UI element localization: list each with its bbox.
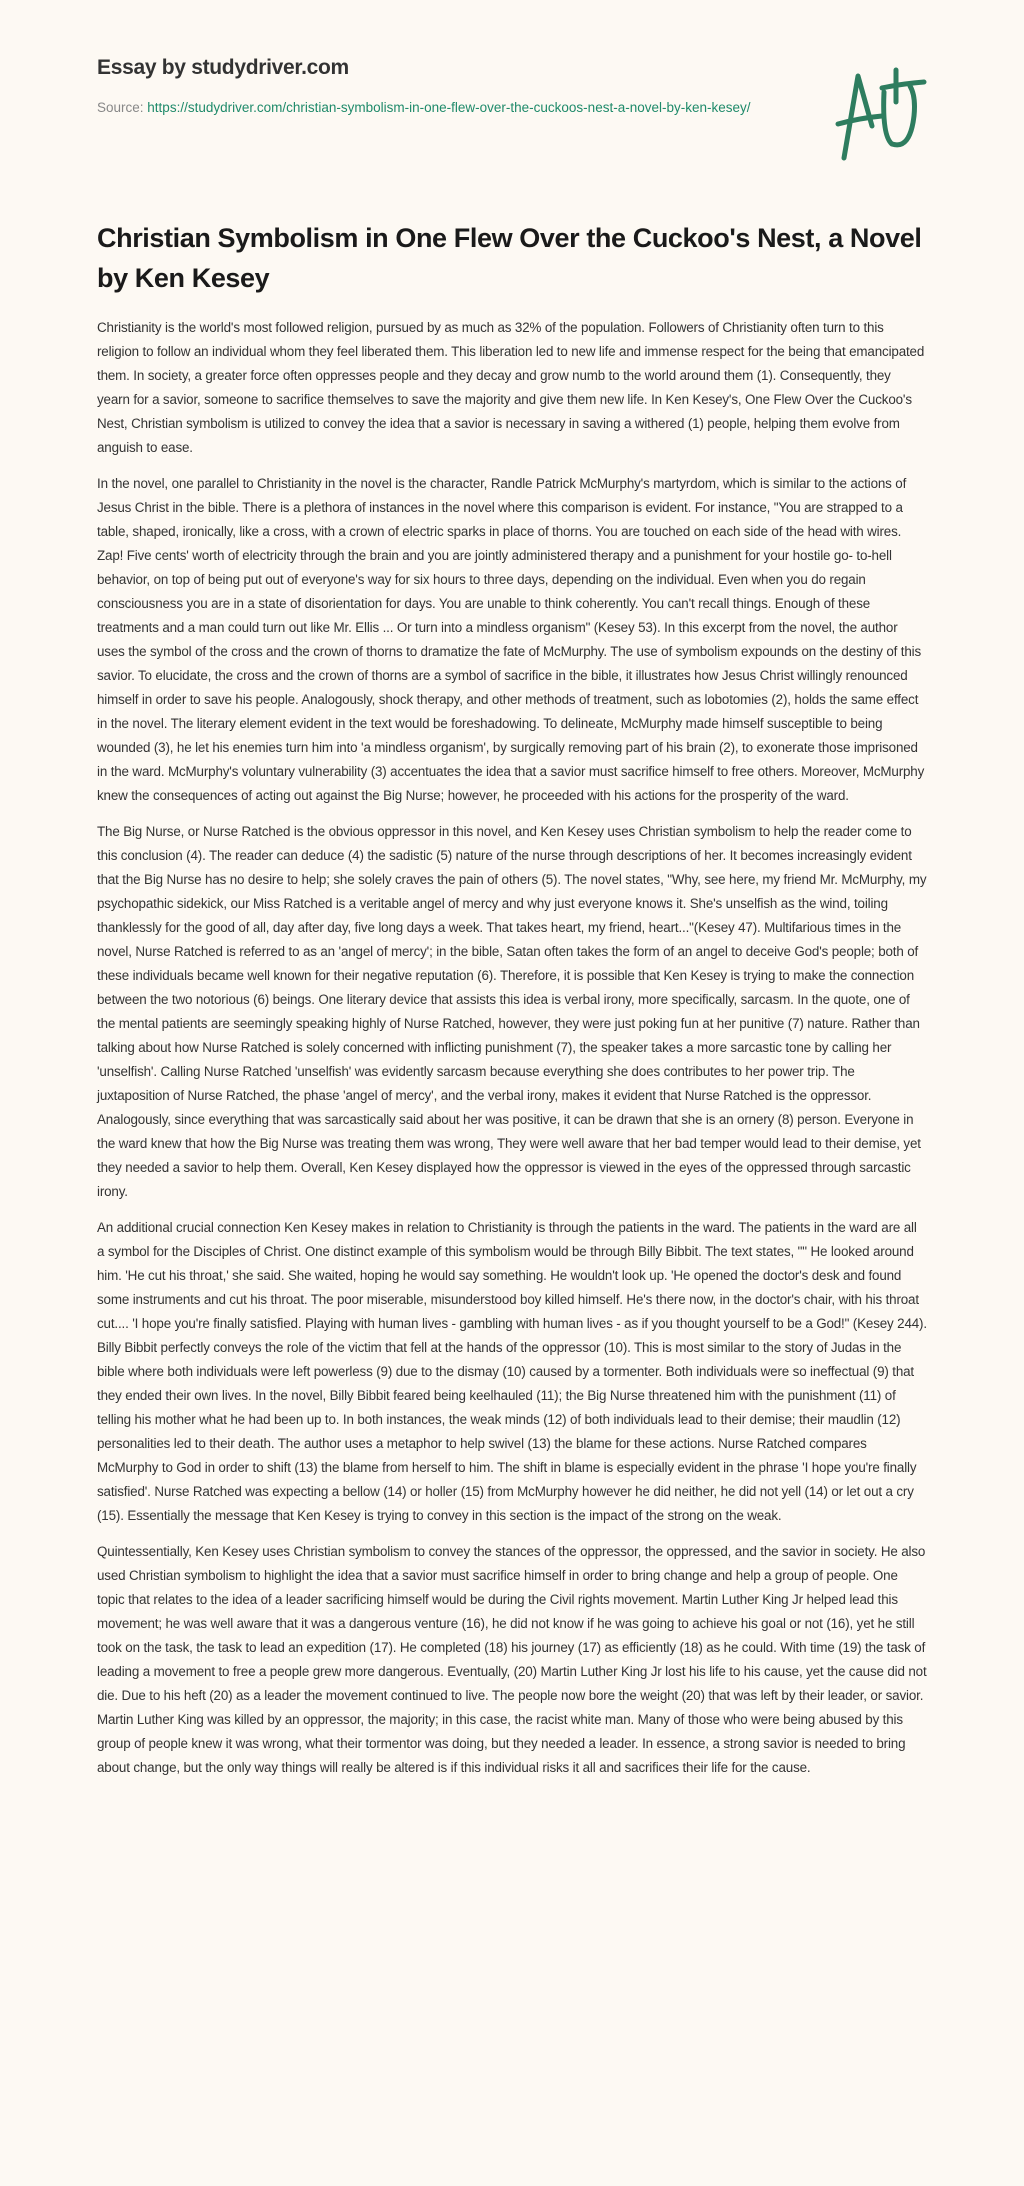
paragraph: In the novel, one parallel to Christianity in the novel is the character, Randle Patrick McMurphy's martyrdom, which is similar to the actions of Jesus Christ in the bible. There is a plethora of instances in the novel where this comparison is evident. For instance, "You are strapped to a table, shaped, ironically, like a cross, with a crown of electric sparks in place of thorns. You are touched on each side of the head with wires. Zap! Five cents' worth of electricity through the brain and you are jointly administered therapy and a punishment for your hostile go- to-hell behavior, on top of being put out of everyone's way for six hours to three days, depending on the individual. Even when you do regain consciousness you are in a state of disorientation for days. You are unable to think coherently. You can't recall things. Enough of these treatments and a man could turn out like Mr. Ellis ... Or turn into a mindless organism" (Kesey 53). In this excerpt from the novel, the author uses the symbol of the cross and the crown of thorns to dramatize the fate of McMurphy. The use of symbolism expounds on the destiny of this savior. To elucidate, the cross and the crown of thorns are a symbol of sacrifice in the bible, it illustrates how Jesus Christ willingly renounced himself in order to save his people. Analogously, shock therapy, and other methods of treatment, such as lobotomies (2), holds the same effect in the novel. The literary element evident in the text would be foreshadowing. To delineate, McMurphy made himself susceptible to being wounded (3), he let his enemies turn him into 'a mindless organism', by surgically removing part of his brain (2), to exonerate those imprisoned in the ward. McMurphy's voluntary vulnerability (3) accentuates the idea that a savior must sacrifice himself to free others. Moreover, McMurphy knew the consequences of acting out against the Big Nurse; however, he proceeded with his actions for the prosperity of the ward. xyxy=(97,476,925,803)
article-title: Christian Symbolism in One Flew Over the Cuckoo's Nest, a Novel by Ken Kesey xyxy=(97,223,922,293)
source-line xyxy=(97,96,757,120)
paragraph: Quintessentially, Ken Kesey uses Christian symbolism to convey the stances of the oppressor, the oppressed, and the savior in society. He also used Christian symbolism to highlight the idea that a savior must sacrifice himself in order to bring change and help a group of people. One topic that relates to the idea of a leader sacrificing himself would be during the Civil rights movement. Martin Luther King Jr helped lead this movement; he was well aware that it was a dangerous venture (16), he did not know if he was going to achieve his goal or not (16), yet he still took on the task, the task to lead an expedition (17). He completed (18) his journey (17) as efficiently (18) as he could. With time (19) the task of leading a movement to free a people grew more dangerous. Eventually, (20) Martin Luther King Jr lost his life to his cause, yet the cause did not die. Due to his heft (20) as a leader the movement continued to live. The people now bore the weight (20) that was left by their leader, or savior. Martin Luther King was killed by an oppressor, the majority; in this case, the racist white man. Many of those who were being abused by this group of people knew it was wrong, what their tormentor was doing, but they needed a leader. In essence, a strong savior is needed to bring about change, but the only way things will really be altered is if this individual risks it all and sacrifices their life for the cause. xyxy=(97,1544,927,1775)
article-body xyxy=(97,316,927,1780)
source-label: Source: xyxy=(97,100,144,115)
a-plus-logo-icon xyxy=(830,66,950,166)
site-title: Essay by studydriver.com xyxy=(97,56,349,79)
source-link[interactable]: https://studydriver.com/christian-symbolism-in-one-flew-over-the-cuckoos-nest-a-novel-by-ken-kesey/ xyxy=(147,100,751,115)
paragraph: An additional crucial connection Ken Kesey makes in relation to Christianity is through the patients in the ward. The patients in the ward are all a symbol for the Disciples of Christ. One distinct example of this symbolism would be through Billy Bibbit. The text states, "" He looked around him. 'He cut his throat,' she said. She waited, hoping he would say something. He wouldn't look up. 'He opened the doctor's desk and found some instruments and cut his throat. The poor miserable, misunderstood boy killed himself. He's there now, in the doctor's chair, with his throat cut.... 'I hope you're finally satisfied. Playing with human lives - gambling with human lives - as if you thought yourself to be a God!" (Kesey 244). Billy Bibbit perfectly conveys the role of the victim that fell at the hands of the oppressor (10). This is most similar to the story of Judas in the bible where both individuals were left powerless (9) due to the dismay (10) caused by a tormenter. Both individuals were so ineffectual (9) that they ended their own lives. In the novel, Billy Bibbit feared being keelhauled (11); the Big Nurse threatened him with the punishment (11) of telling his mother what he had been up to. In both instances, the weak minds (12) of both individuals lead to their demise; their maudlin (12) personalities led to their death. The author uses a metaphor to help swivel (13) the blame for these actions. Nurse Ratched compares McMurphy to God in order to shift (13) the blame from herself to him. The shift in blame is especially evident in the phrase 'I hope you're finally satisfied'. Nurse Ratched was expecting a bellow (14) or holler (15) from McMurphy however he did neither, he did not yell (14) or let out a cry (15). Essentially the message that Ken Kesey is trying to convey in this section is the impact of the strong on the weak. xyxy=(97,1220,927,1523)
paragraph: Christianity is the world's most followed religion, pursued by as much as 32% of the population. Followers of Christianity often turn to this religion to follow an individual whom they feel liberated them. This liberation led to new life and immense respect for the being that emancipated them. In society, a greater force often oppresses people and they decay and grow numb to the world around them (1). Consequently, they yearn for a savior, someone to sacrifice themselves to save the majority and give them new life. In Ken Kesey's, One Flew Over the Cuckoo's Nest, Christian symbolism is utilized to convey the idea that a savior is necessary in saving a withered (1) people, helping them evolve from anguish to ease. xyxy=(97,320,925,455)
paragraph: The Big Nurse, or Nurse Ratched is the obvious oppressor in this novel, and Ken Kesey uses Christian symbolism to help the reader come to this conclusion (4). The reader can deduce (4) the sadistic (5) nature of the nurse through descriptions of her. It becomes increasingly evident that the Big Nurse has no desire to help; she solely craves the pain of others (5). The novel states, "Why, see here, my friend Mr. McMurphy, my psychopathic sidekick, our Miss Ratched is a veritable angel of mercy and why just everyone knows it. She's unselfish as the wind, toiling thanklessly for the good of all, day after day, five long days a week. That takes heart, my friend, heart..."(Kesey 47). Multifarious times in the novel, Nurse Ratched is referred to as an 'angel of mercy'; in the bible, Satan often takes the form of an angel to deceive God's people; both of these individuals became well known for their negative reputation (6). Therefore, it is possible that Ken Kesey is trying to make the connection between the two notorious (6) beings. One literary device that assists this idea is verbal irony, more specifically, sarcasm. In the quote, one of the mental patients are seemingly speaking highly of Nurse Ratched, however, they were just poking fun at her punitive (7) nature. Rather than talking about how Nurse Ratched is solely concerned with inflicting punishment (7), the speaker takes a more sarcastic tone by calling her 'unselfish'. Calling Nurse Ratched 'unselfish' was evidently sarcasm because everything she does contributes to her power trip. The juxtaposition of Nurse Ratched, the phase 'angel of mercy', and the verbal irony, makes it evident that Nurse Ratched is the oppressor. Analogously, since everything that was sarcastically said about her was positive, it can be drawn that she is an ornery (8) person. Everyone in the ward knew that how the Big Nurse was treating them was wrong, They were well aware that her bad temper would lead to their demise, yet they needed a savior to help them. Overall, Ken Kesey displayed how the oppressor is viewed in the eyes of the oppressed through sarcastic irony. xyxy=(97,824,927,1199)
